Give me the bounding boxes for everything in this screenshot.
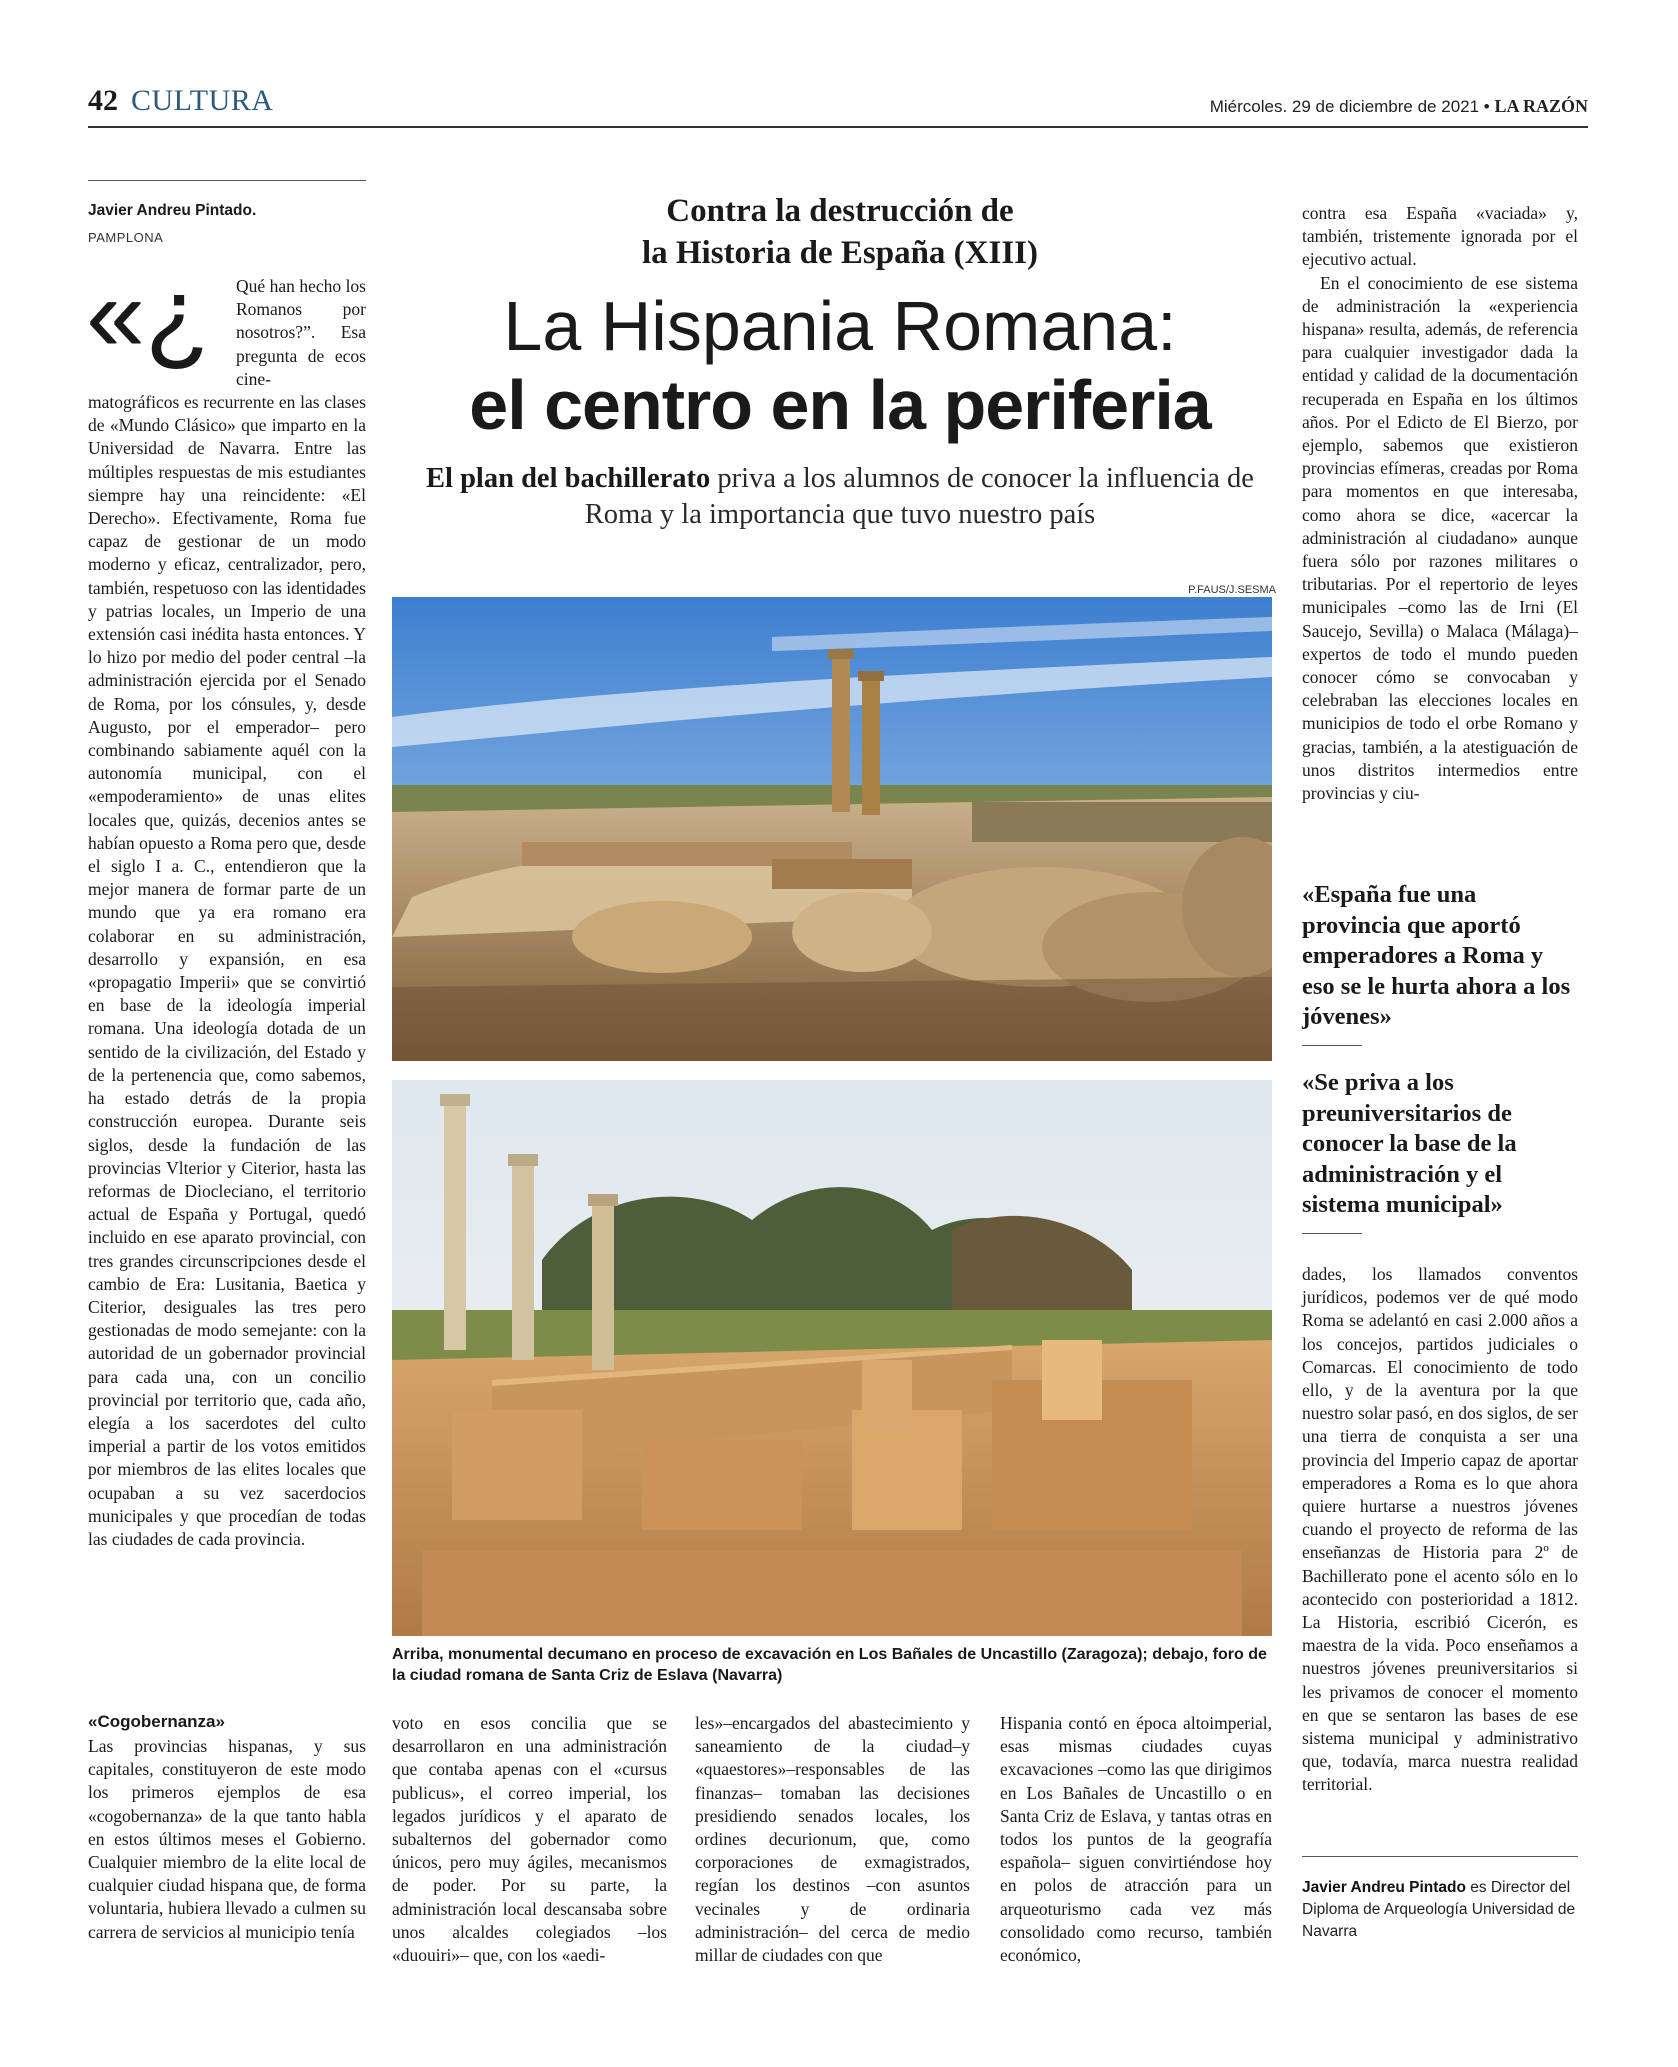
paragraph: contra esa España «vaciada» y, también, tristemente ignorada por el ejecutivo actual.	[1302, 203, 1578, 270]
subhead-cogobernanza: «Cogobernanza»	[88, 1712, 225, 1731]
body-column-2: voto en esos concilia que se desarrollaron en una administración que contaba apenas con el «cursus publicus», el correo imperial, los legados jurídicos y el aparato de subalternos del gobernador como únicos, pero muy ágiles, mecanismos de poder. Por su parte, la administración local descansaba sobre unos alcaldes colegiados –los «duouiri»– que, con los «aedi-	[392, 1713, 667, 1966]
page-number: 42	[88, 84, 118, 117]
headline-line-1: La Hispania Romana:	[503, 287, 1177, 365]
subheadline-rest: priva a los alumnos de conocer la influencia de Roma y la importancia que tuvo nuestro país	[584, 463, 1254, 530]
body-column-4: Hispania contó en época altoimperial, esas mismas ciudades cuyas excavaciones –como las que dirigimos en Los Bañales de Uncastillo o en Santa Criz de Eslava, y tantas otras en todos los puntos de la geografía española– siguen convirtiéndose hoy en polos de atracción para un arqueoturismo cada vez más consolidado como recurso, también económico,	[1000, 1713, 1272, 1966]
newspaper-brand[interactable]: LA RAZÓN	[1494, 96, 1588, 116]
pull-quote-2: «Se priva a los preuniversitarios de conocer la base de la administración y el sistema municipal»	[1302, 1069, 1517, 1218]
kicker-line-1: Contra la destrucción de	[666, 193, 1014, 229]
section-title[interactable]: CULTURA	[131, 84, 274, 117]
body-column-5-bottom: dades, los llamados conventos jurídicos, podemos ver de qué modo Roma se adelantó en casi 2.000 años a los concejos, partidos judiciales o Comarcas. El conocimiento de todo ello, y de la aventura por la que nuestro solar pasó, en dos siglos, de ser una tierra de conquista a ser una provincia del Imperio capaz de aportar emperadores a Roma es lo que ahora quiere hurtarse a nuestros jóvenes cuando el proyecto de reforma de las enseñanzas de Historia para 2º de Bachillerato pone el acento sólo en lo acontecido con posterioridad a 1812. La Historia, escribió Cicerón, es maestra de la vida. Poco enseñamos a nuestros jóvenes preuniversitarios si les privamos de conocer el momento en que se sentaron las bases de ese sistema municipal y administrativo que, todavía, marca nuestra realidad territorial.	[1302, 1264, 1578, 1795]
author-bio	[1302, 1877, 1578, 1943]
issue-date: Miércoles. 29 de diciembre de 2021	[1209, 97, 1480, 116]
byline-author: Javier Andreu Pintado.	[88, 202, 257, 219]
separator-bullet: •	[1483, 97, 1490, 116]
header-rule	[88, 126, 1588, 128]
quote-rule	[1302, 1233, 1362, 1234]
photo-caption: Arriba, monumental decumano en proceso de excavación en Los Bañales de Uncastillo (Zaragoza); debajo, foro de la ciudad romana de Santa Criz de Eslava (Navarra)	[392, 1646, 1267, 1684]
intro-text: Qué han hecho los Romanos por nosotros?”. Esa pregunta de ecos cine-	[236, 276, 366, 389]
subheadline-lead: El plan del bachillerato	[426, 463, 711, 494]
bio-text: es Director del Diploma de Arqueología Universidad de Navarra	[1302, 1879, 1576, 1940]
quote-rule	[1302, 1045, 1362, 1046]
headline-line-2: el centro en la periferia	[469, 366, 1211, 444]
kicker-line-2: la Historia de España (XIII)	[641, 235, 1039, 271]
ruins-illustration-2	[392, 1080, 1272, 1636]
photo-decumano-los-banales	[392, 597, 1272, 1061]
body-column-1: matográficos es recurrente en las clases de «Mundo Clásico» que imparto en la Universidad de Navarra. Entre las múltiples respuestas de mis estudiantes siempre hay una reincidente: «El Derecho». Efectivamente, Roma fue capaz de gestionar de un modo moderno y eficaz, centralizador, pero, también, respetuoso con las identidades y patrias locales, un Imperio de una extensión casi inédita hasta entonces. Y lo hizo por medio del poder central –la administración ejercida por el Senado de Roma, por los cónsules, y, desde Augusto, por el emperador– pero combinando sabiamente aquél con la autonomía municipal, con el «empoderamiento» de unas elites locales que, quizás, decenios antes se habían opuesto a Roma pero que, desde el siglo I a. C., entendieron que la mejor manera de formar parte de un mundo que ya era romano era colaborar en su administración, desarrollo y expansión, en esa «propagatio Imperii» que se convirtió en base de la ideología imperial romana. Una ideología dotada de un sentido de la civilización, del Estado y de la pertenencia que, como sabemos, ha estado detrás de la propia construcción europea. Durante seis siglos, desde la fundación de las provincias Vlterior y Citerior, hasta las reformas de Diocleciano, el territorio actual de España y Portugal, quedó incluido en ese aparato provincial, con tres grandes circunscripciones desde el cambio de Era: Lusitania, Baetica y Citerior, desiguales las tres pero gestionadas de modo semejante: con la autoridad de un gobernador provincial para cada una, con un concilio provincial por territorio que, cada año, elegía a los sacerdotes del culto imperial a partir de los votos emitidos por miembros de las elites locales que ocupaban a su vez sacerdocios municipales y que procedían de todas las ciudades de cada provincia.	[88, 392, 366, 1549]
byline-city: PAMPLONA	[88, 230, 164, 245]
series-kicker	[560, 190, 1120, 274]
dateline	[1210, 96, 1588, 117]
body-column-1-bottom: Las provincias hispanas, y sus capitales, constituyeron de este modo los primeros ejemplos de esa «cogobernanza» de la que tanto habla en estos últimos meses el Gobierno. Cualquier miembro de la elite local de cualquier ciudad hispana que, de forma voluntaria, hubiera llevado a culmen su carrera de servicios al municipio tenía	[88, 1736, 366, 1942]
body-column-3: les»–encargados del abastecimiento y saneamiento de la ciudad–y «quaestores»–responsables de las finanzas– tomaban las decisiones presidiendo senados locales, los ordines decurionum, que, como corporaciones de exmagistrados, regían los destinos –con asuntos vecinales y de ordinaria administración– del cerca de medio millar de ciudades con que	[695, 1713, 970, 1966]
paragraph: En el conocimiento de ese sistema de administración la «experiencia hispana» resulta, además, de referencia para cualquier investigador dada la entidad y calidad de la documentación recuperada en España en los últimos años. Por el Edicto de El Bierzo, por ejemplo, sabemos que existieron provincias efímeras, creadas por Roma para momentos en que interesaba, como ahora se dice, «acercar la administración al ciudadano» aunque fuera sólo por razones militares o tributarias. Por el repertorio de leyes municipales –como las de Irni (El Saucejo, Sevilla) o Malaca (Málaga)– expertos de todo el mundo pueden conocer cómo se convocaban y celebraban las elecciones locales en municipios de todo el orbe Romano y gracias, también, a la atestiguación de unos distritos intermedios entre provincias y ciu-	[1302, 272, 1578, 804]
body-column-5-top	[1302, 202, 1578, 805]
ruins-illustration-1	[392, 597, 1272, 1061]
pull-quote-1: «España fue una provincia que aportó emperadores a Roma y eso se le hurta ahora a los jóvenes»	[1302, 881, 1571, 1030]
photo-foro-santa-criz	[392, 1080, 1272, 1636]
byline-rule	[88, 180, 366, 181]
subheadline	[410, 461, 1270, 533]
bio-author: Javier Andreu Pintado	[1302, 1879, 1466, 1896]
bio-rule	[1302, 1856, 1578, 1857]
photo-credit: P.FAUS/J.SESMA	[1188, 584, 1276, 596]
drop-cap: «¿	[86, 256, 210, 374]
